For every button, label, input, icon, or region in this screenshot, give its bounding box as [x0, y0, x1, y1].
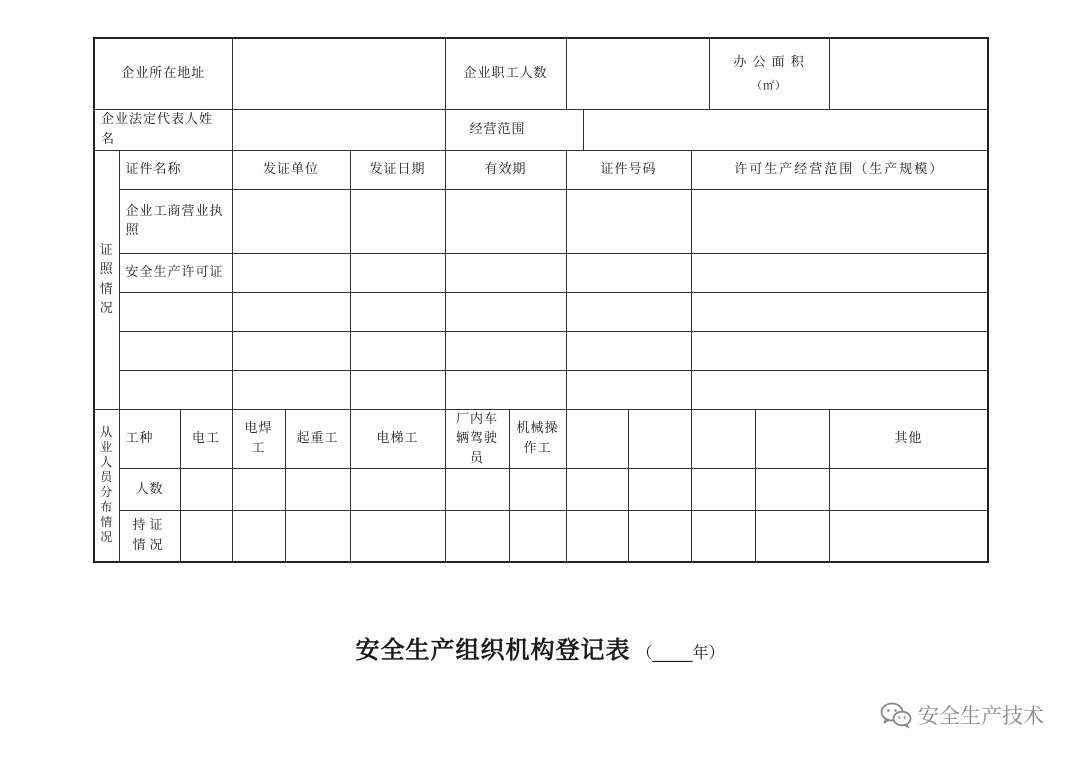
job-type-cell: 电工 — [180, 409, 232, 469]
issue-date-cell[interactable] — [350, 253, 445, 292]
legal-rep-label: 企业法定代表人姓名 — [94, 109, 232, 150]
cert-number-cell[interactable] — [566, 253, 691, 292]
cert-status-cell[interactable] — [755, 511, 829, 562]
issuer-cell[interactable] — [232, 370, 350, 409]
cert-name-cell[interactable] — [119, 292, 232, 331]
cert-status-cell[interactable] — [350, 511, 445, 562]
job-type-cell: 电焊工 — [232, 409, 285, 469]
registration-form-table — [93, 37, 989, 563]
address-label: 企业所在地址 — [94, 38, 232, 109]
office-area-unit: （㎡） — [751, 79, 788, 93]
cert-name-cell: 企业工商营业执照 — [119, 189, 232, 253]
count-cell[interactable] — [628, 469, 691, 511]
count-cell[interactable] — [566, 469, 628, 511]
job-type-other: 其他 — [829, 409, 988, 469]
cert-number-cell[interactable] — [566, 292, 691, 331]
validity-cell[interactable] — [445, 331, 566, 370]
issuer-cell[interactable] — [232, 253, 350, 292]
side-char: 布 — [100, 500, 114, 514]
side-char: 证 — [99, 242, 114, 258]
header-issuer: 发证单位 — [232, 150, 350, 189]
side-char: 从 — [100, 425, 114, 439]
license-header-row — [94, 150, 988, 189]
license-section-label — [94, 150, 119, 409]
office-area-field[interactable] — [829, 38, 988, 109]
license-row — [94, 292, 988, 331]
side-char: 员 — [100, 470, 114, 484]
office-area-label-text: 办 公 面 积 — [733, 54, 805, 70]
license-row — [94, 253, 988, 292]
side-char: 业 — [100, 440, 114, 454]
issue-date-cell[interactable] — [350, 292, 445, 331]
side-char: 情 — [99, 281, 114, 297]
cert-name-cell[interactable] — [119, 331, 232, 370]
watermark-text: 安全生产技术 — [918, 704, 1044, 728]
wechat-icon — [880, 701, 912, 729]
cert-number-cell[interactable] — [566, 370, 691, 409]
permitted-scope-cell[interactable] — [691, 189, 988, 253]
issuer-cell[interactable] — [232, 331, 350, 370]
cert-number-cell[interactable] — [566, 331, 691, 370]
side-char: 照 — [99, 262, 114, 277]
count-cell[interactable] — [232, 469, 285, 511]
count-cell[interactable] — [445, 469, 509, 511]
validity-cell[interactable] — [445, 189, 566, 253]
form-title-year: （_____年） — [636, 643, 725, 662]
header-cert-name: 证件名称 — [119, 150, 232, 189]
issue-date-cell[interactable] — [350, 331, 445, 370]
license-row — [94, 331, 988, 370]
cert-status-cell[interactable] — [180, 511, 232, 562]
staff-count-row — [94, 469, 988, 511]
side-char: 分 — [100, 485, 114, 499]
side-char: 况 — [100, 530, 114, 544]
employee-count-field[interactable] — [566, 38, 709, 109]
business-scope-field[interactable] — [583, 109, 988, 150]
issuer-cell[interactable] — [232, 292, 350, 331]
legal-rep-field[interactable] — [232, 109, 445, 150]
count-label: 人数 — [119, 469, 180, 511]
staff-cert-row — [94, 511, 988, 562]
issue-date-cell[interactable] — [350, 189, 445, 253]
job-type-cell[interactable] — [755, 409, 829, 469]
cert-name-cell: 安全生产许可证 — [119, 253, 232, 292]
job-type-cell: 厂内车辆驾驶员 — [445, 409, 509, 469]
cert-name-cell[interactable] — [119, 370, 232, 409]
cert-number-cell[interactable] — [566, 189, 691, 253]
issuer-cell[interactable] — [232, 189, 350, 253]
license-row — [94, 370, 988, 409]
permitted-scope-cell[interactable] — [691, 331, 988, 370]
job-type-cell: 电梯工 — [350, 409, 445, 469]
validity-cell[interactable] — [445, 292, 566, 331]
cert-status-label: 持证情况 — [119, 511, 180, 562]
form-title-main: 安全生产组织机构登记表 — [355, 636, 631, 664]
job-type-cell: 起重工 — [285, 409, 350, 469]
staff-section-label — [94, 409, 119, 562]
header-validity: 有效期 — [445, 150, 566, 189]
count-cell[interactable] — [691, 469, 755, 511]
side-char: 人 — [100, 455, 114, 469]
job-type-cell: 机械操作工 — [509, 409, 566, 469]
legal-info-row — [94, 109, 988, 150]
form-title — [0, 630, 1080, 665]
side-char: 况 — [99, 301, 114, 316]
cert-status-cell[interactable] — [829, 511, 988, 562]
cert-status-cell[interactable] — [628, 511, 691, 562]
cert-status-cell[interactable] — [566, 511, 628, 562]
header-issue-date: 发证日期 — [350, 150, 445, 189]
job-type-cell[interactable] — [566, 409, 628, 469]
permitted-scope-cell[interactable] — [691, 253, 988, 292]
cert-status-cell[interactable] — [509, 511, 566, 562]
permitted-scope-cell[interactable] — [691, 292, 988, 331]
count-cell[interactable] — [285, 469, 350, 511]
address-field[interactable] — [232, 38, 445, 109]
count-cell[interactable] — [350, 469, 445, 511]
office-area-label — [709, 38, 829, 109]
license-row — [94, 189, 988, 253]
issue-date-cell[interactable] — [350, 370, 445, 409]
count-cell[interactable] — [755, 469, 829, 511]
validity-cell[interactable] — [445, 370, 566, 409]
cert-status-cell[interactable] — [232, 511, 285, 562]
cert-status-cell[interactable] — [691, 511, 755, 562]
employee-count-label: 企业职工人数 — [445, 38, 566, 109]
cert-status-cell[interactable] — [285, 511, 350, 562]
basic-info-row — [94, 38, 988, 109]
cert-status-cell[interactable] — [445, 511, 509, 562]
count-cell[interactable] — [509, 469, 566, 511]
permitted-scope-cell[interactable] — [691, 370, 988, 409]
job-type-cell[interactable] — [628, 409, 691, 469]
watermark — [880, 700, 1044, 730]
count-cell[interactable] — [180, 469, 232, 511]
business-scope-label: 经营范围 — [445, 109, 583, 150]
job-type-label: 工种 — [119, 409, 180, 469]
count-cell[interactable] — [829, 469, 988, 511]
side-char: 情 — [100, 515, 114, 529]
header-cert-number: 证件号码 — [566, 150, 691, 189]
staff-types-row — [94, 409, 988, 469]
validity-cell[interactable] — [445, 253, 566, 292]
header-permitted-scope: 许可生产经营范围（生产规模） — [691, 150, 988, 189]
job-type-cell[interactable] — [691, 409, 755, 469]
